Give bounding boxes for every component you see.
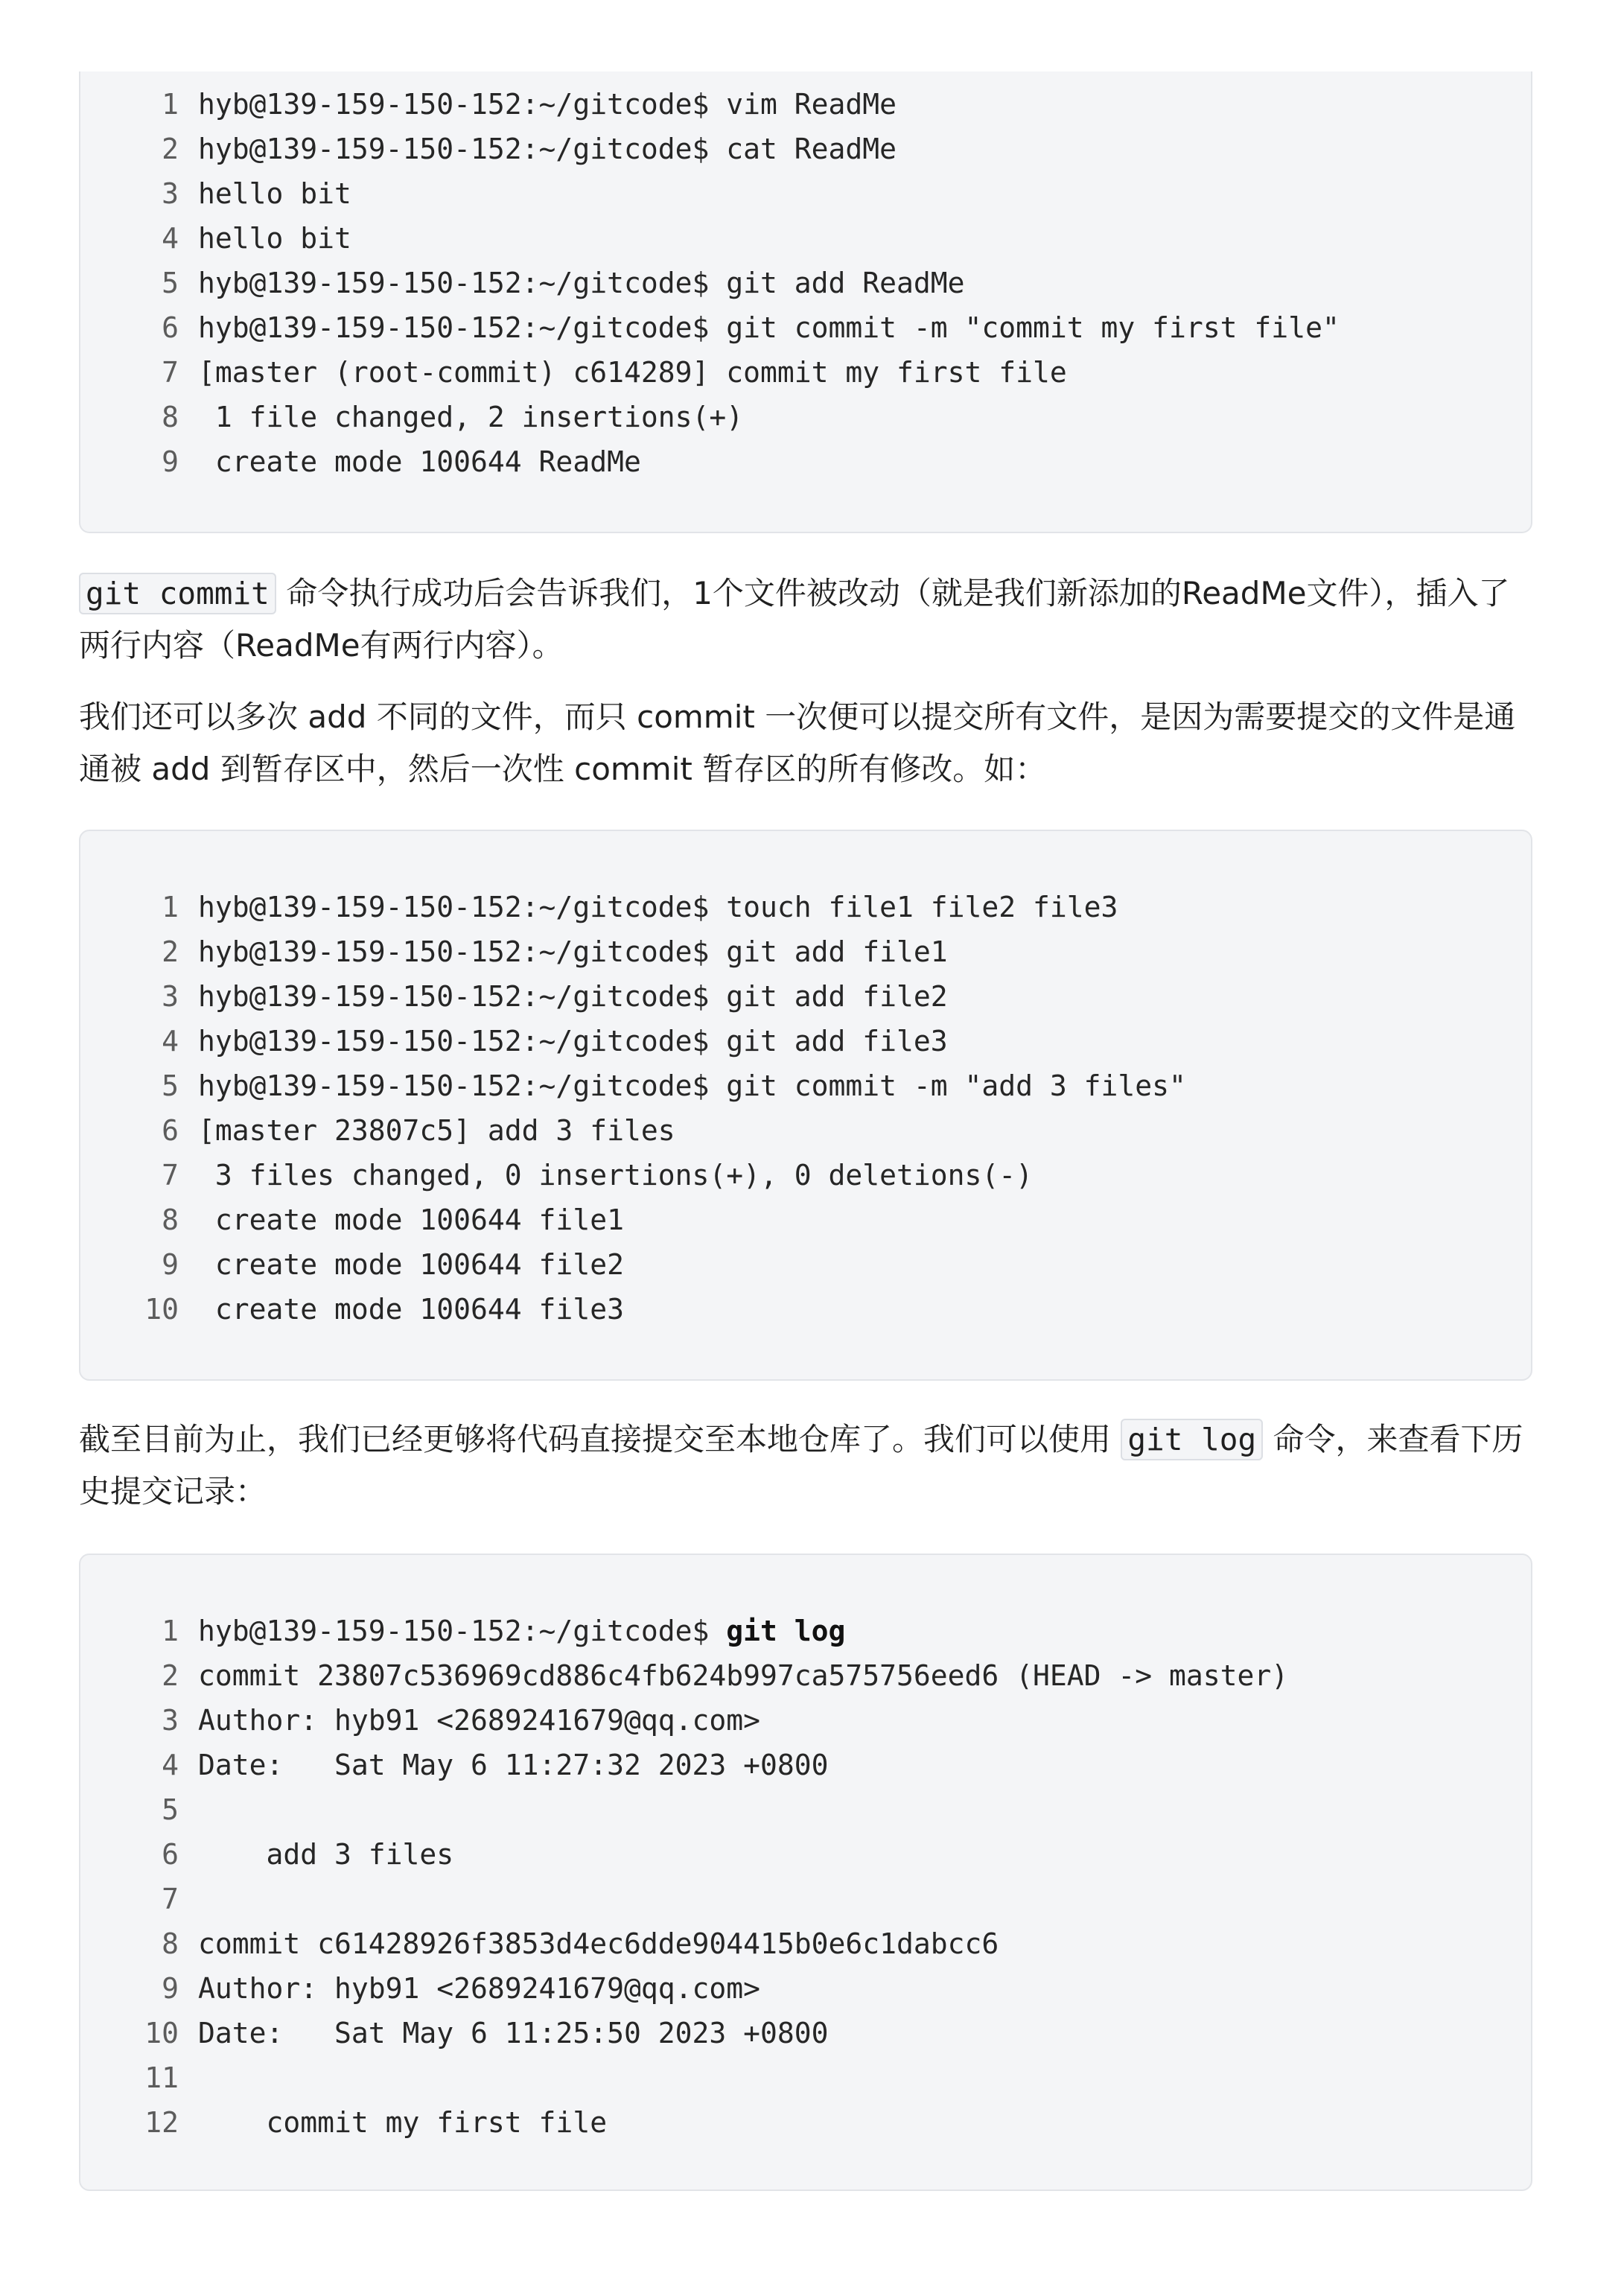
- code-line: [80, 929, 1531, 974]
- line-number: 8: [162, 1927, 179, 1960]
- code-line: [80, 216, 1531, 261]
- line-number: 1: [162, 891, 179, 923]
- code-line: [80, 1242, 1531, 1287]
- line-number: 6: [162, 1114, 179, 1147]
- code-text: [198, 82, 897, 127]
- code-line: [80, 885, 1531, 929]
- code-line: [80, 1198, 1531, 1242]
- code-line: [80, 305, 1531, 350]
- code-line: [80, 1153, 1531, 1198]
- code-text: [198, 1198, 624, 1242]
- code-line: [80, 1698, 1531, 1743]
- code-line: [80, 1877, 1531, 1921]
- line-number: 3: [162, 177, 179, 210]
- code-text: [198, 1921, 999, 1966]
- code-text-segment: hyb@139-159-150-152:~/gitcode$ git add file3: [198, 1025, 948, 1058]
- code-text: [198, 885, 1118, 929]
- line-number: 1: [162, 88, 179, 121]
- code-line: [80, 974, 1531, 1019]
- code-line: [80, 2100, 1531, 2145]
- code-text-segment: commit c61428926f3853d4ec6dde904415b0e6c1dabcc6: [198, 1927, 999, 1960]
- paragraph-text-before: 截至目前为止，我们已经更够将代码直接提交至本地仓库了。我们可以使用: [79, 1421, 1112, 1457]
- code-line: [80, 2011, 1531, 2055]
- code-text-segment: hyb@139-159-150-152:~/gitcode$: [198, 1615, 727, 1647]
- code-line: [80, 1921, 1531, 1966]
- code-text-segment: add 3 files: [198, 1838, 454, 1871]
- code-text-segment: Date: Sat May 6 11:27:32 2023 +0800: [198, 1749, 829, 1781]
- code-lines: [80, 1609, 1531, 2145]
- line-number: 9: [162, 445, 179, 478]
- code-text-segment: hyb@139-159-150-152:~/gitcode$ git commit -m "commit my first file": [198, 311, 1340, 344]
- code-text: [198, 1832, 453, 1877]
- paragraph-git-log-intro: [79, 1413, 1535, 1518]
- line-number: 2: [162, 133, 179, 165]
- code-text: [198, 1609, 845, 1653]
- code-text-segment: Date: Sat May 6 11:25:50 2023 +0800: [198, 2017, 829, 2049]
- code-text: [198, 127, 897, 171]
- code-text-segment: hyb@139-159-150-152:~/gitcode$ cat ReadMe: [198, 133, 897, 165]
- code-text-segment: hyb@139-159-150-152:~/gitcode$ vim ReadMe: [198, 88, 897, 121]
- code-text-segment: [master 23807c5] add 3 files: [198, 1114, 675, 1147]
- code-text: [198, 395, 743, 439]
- code-line: [80, 1787, 1531, 1832]
- line-number: 10: [144, 1293, 179, 1326]
- code-line: [80, 2055, 1531, 2100]
- line-number: 6: [162, 1838, 179, 1871]
- paragraph-multiple-add: 我们还可以多次 add 不同的文件，而只 commit 一次便可以提交所有文件，是因为需要提交的文件是通通被 add 到暂存区中，然后一次性 commit 暂存区的所有修改。如：: [79, 699, 1516, 787]
- code-line: [80, 1653, 1531, 1698]
- paragraph-git-commit-explanation: [79, 567, 1535, 672]
- code-text: [198, 1287, 624, 1332]
- line-number: 9: [162, 1972, 179, 2005]
- code-text: [198, 216, 351, 261]
- code-text-segment: create mode 100644 file1: [198, 1203, 624, 1236]
- code-lines: [80, 82, 1531, 484]
- code-text: [198, 1153, 1033, 1198]
- code-line: [80, 261, 1531, 305]
- inline-code-git-log: git log: [1121, 1419, 1263, 1460]
- code-line: [80, 1287, 1531, 1332]
- code-line: [80, 1609, 1531, 1653]
- line-number: 12: [144, 2106, 179, 2139]
- code-line: [80, 1019, 1531, 1063]
- line-number: 7: [162, 356, 179, 389]
- code-text: [198, 305, 1340, 350]
- code-line: [80, 127, 1531, 171]
- inline-code-git-commit: git commit: [79, 573, 276, 614]
- code-text-segment: hyb@139-159-150-152:~/gitcode$ git add file1: [198, 935, 948, 968]
- line-number: 1: [162, 1615, 179, 1647]
- code-text-segment: hyb@139-159-150-152:~/gitcode$ touch file1 file2 file3: [198, 891, 1118, 923]
- code-line: [80, 1832, 1531, 1877]
- code-text-segment: create mode 100644 file2: [198, 1248, 624, 1281]
- line-number: 4: [162, 1025, 179, 1058]
- line-number: 8: [162, 1203, 179, 1236]
- code-text: [198, 439, 641, 484]
- line-number: 8: [162, 401, 179, 433]
- code-line: [80, 395, 1531, 439]
- code-text: [198, 1653, 1288, 1698]
- code-text: [198, 171, 351, 216]
- code-text: [198, 1966, 760, 2011]
- code-line: [80, 82, 1531, 127]
- code-block-add-three-files: [79, 830, 1532, 1381]
- code-command-bold: git log: [726, 1615, 846, 1647]
- code-text-segment: create mode 100644 file3: [198, 1293, 624, 1326]
- line-number: 5: [162, 267, 179, 299]
- line-number: 3: [162, 1704, 179, 1737]
- line-number: 9: [162, 1248, 179, 1281]
- line-number: 4: [162, 1749, 179, 1781]
- code-text-segment: Author: hyb91 <2689241679@qq.com>: [198, 1704, 760, 1737]
- line-number: 10: [144, 2017, 179, 2049]
- code-line: [80, 1743, 1531, 1787]
- code-text: [198, 2100, 607, 2145]
- line-number: 5: [162, 1069, 179, 1102]
- line-number: 7: [162, 1159, 179, 1192]
- code-text: [198, 1063, 1186, 1108]
- code-text-segment: 1 file changed, 2 insertions(+): [198, 401, 744, 433]
- line-number: 7: [162, 1883, 179, 1915]
- code-text-segment: hello bit: [198, 177, 351, 210]
- code-line: [80, 1966, 1531, 2011]
- code-block-commit-readme: [79, 71, 1532, 533]
- code-block-git-log: [79, 1554, 1532, 2191]
- line-number: 2: [162, 935, 179, 968]
- code-text: [198, 929, 948, 974]
- code-text: [198, 974, 948, 1019]
- code-text: [198, 1698, 760, 1743]
- code-text: [198, 1019, 948, 1063]
- code-text: [198, 1743, 828, 1787]
- code-text: [198, 261, 965, 305]
- line-number: 5: [162, 1793, 179, 1826]
- code-text-segment: [master (root-commit) c614289] commit my first file: [198, 356, 1067, 389]
- line-number: 2: [162, 1659, 179, 1692]
- code-line: [80, 1063, 1531, 1108]
- line-number: 3: [162, 980, 179, 1013]
- code-line: [80, 171, 1531, 216]
- code-line: [80, 1108, 1531, 1153]
- code-lines: [80, 885, 1531, 1332]
- code-text-segment: commit 23807c536969cd886c4fb624b997ca575756eed6 (HEAD -> master): [198, 1659, 1289, 1692]
- code-line: [80, 350, 1531, 395]
- code-text: [198, 350, 1067, 395]
- code-text: [198, 1242, 624, 1287]
- code-text-segment: hyb@139-159-150-152:~/gitcode$ git add file2: [198, 980, 948, 1013]
- code-text: [198, 2011, 828, 2055]
- code-text-segment: hyb@139-159-150-152:~/gitcode$ git commit -m "add 3 files": [198, 1069, 1186, 1102]
- code-text-segment: Author: hyb91 <2689241679@qq.com>: [198, 1972, 760, 2005]
- code-line: [80, 439, 1531, 484]
- code-text: [198, 1108, 675, 1153]
- paragraph-text-after: 命令，来查看下历史提交记录：: [79, 1421, 1523, 1510]
- code-text-segment: 3 files changed, 0 insertions(+), 0 deletions(-): [198, 1159, 1034, 1192]
- line-number: 11: [144, 2061, 179, 2094]
- line-number: 4: [162, 222, 179, 255]
- code-text-segment: hello bit: [198, 222, 351, 255]
- paragraph-text: 命令执行成功后会告诉我们，1个文件被改动（就是我们新添加的ReadMe文件），插入了两行内容（ReadMe有两行内容）。: [79, 575, 1510, 664]
- code-text-segment: hyb@139-159-150-152:~/gitcode$ git add ReadMe: [198, 267, 965, 299]
- code-text-segment: create mode 100644 ReadMe: [198, 445, 641, 478]
- code-text-segment: commit my first file: [198, 2106, 608, 2139]
- line-number: 6: [162, 311, 179, 344]
